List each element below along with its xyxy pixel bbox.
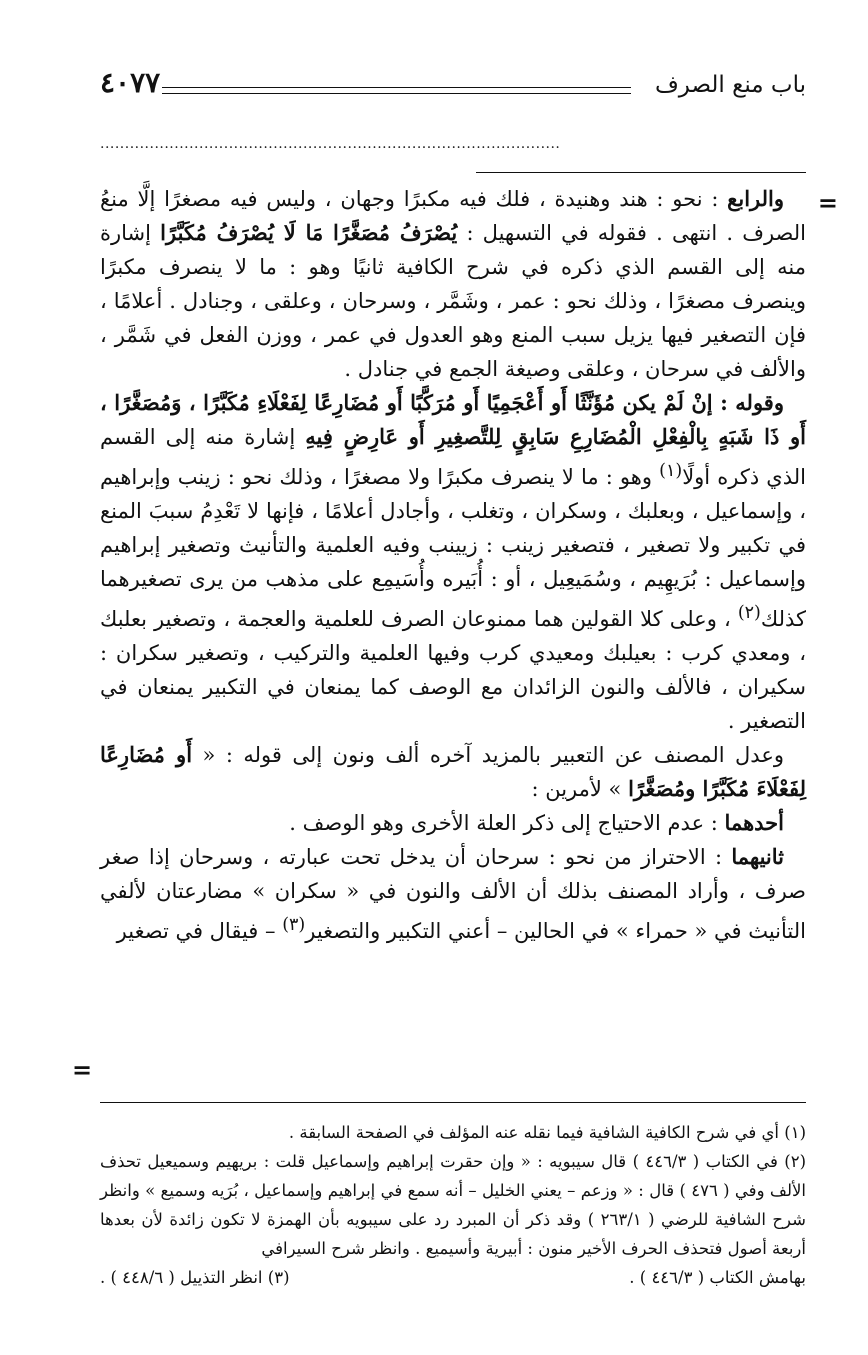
footnote-row	[100, 1263, 806, 1292]
continuation-mark-top: =	[817, 188, 838, 217]
footnote-rule	[100, 1102, 806, 1103]
page-number: ٤٠٧٧	[100, 66, 161, 99]
dotted-separator: .............................................................................................	[100, 136, 561, 152]
section-rule	[476, 172, 806, 173]
main-text	[100, 182, 806, 948]
paragraph-2: وقوله : إنْ لَمْ يكن مُؤَنَّثًا أَو أَعْجَمِيًا أَو مُرَكَّبًا أَو مُضَارِعًا لِفَعْلَاءِ مُكَبَّرًا ، وَمُصَغَّرًا ، أَو ذَا شَبَهٍ بِالْفِعْلِ الْمُضَارِعِ سَابِقٍ لِلتَّصغِيرِ أَو عَارِضٍ فِيهِ إشارة منه إلى القسم الذي ذكره أولًا$^{(١)}$ وهو : ما لا ينصرف مكبرًا ولا مصغرًا ، وذلك نحو : زينب وإبراهيم ، وإسماعيل ، وبعلبك ، وسكران ، وتغلب ، وأجادل أعلامًا ، فإنها لا تَعْدِمُ سببَ المنع في تكبير ولا تصغير ، فتصغير زينب : زيينب وفيه العلمية والتأنيث وتصغير إبراهيم وإسماعيل : بُرَيهِيم ، وسُمَيعِيل ، أو : أُبَيره وأُسَيمِع على مذهب من يرى تصغيرهما كذلك$^{(٢)}$ ، وعلى كلا القولين هما ممنوعان الصرف للعلمية والعجمة ، وتصغير بعلبك ، ومعدي كرب : بعيلبك ومعيدي كرب وفيها العلمية والتركيب ، وتصغير سكران : سكيران ، فالألف والنون الزائدان مع الوصف كما يمنعان في التكبير يمنعان في التصغير .	[100, 390, 807, 733]
quoted-text: وقوله : إنْ لَمْ يكن مُؤَنَّثًا أَو أَعْجَمِيًا أَو مُرَكَّبًا أَو مُضَارِعًا لِفَعْلَاءِ مُكَبَّرًا ، وَمُصَغَّرًا ، أَو ذَا شَبَهٍ بِالْفِعْلِ الْمُضَارِعِ سَابِقٍ لِلتَّصغِيرِ أَو عَارِضٍ فِيهِ	[100, 390, 806, 449]
quoted-text: يُصْرَفُ مُصَغَّرًا مَا لَا يُصْرَفُ مُكَبَّرًا	[160, 220, 458, 245]
paragraph-1: والرابع : نحو : هند وهنيدة ، فلك فيه مكبرًا وجهان ، وليس فيه مصغرًا إلَّا منعُ الصرف . انتهى . فقوله في التسهيل : يُصْرَفُ مُصَغَّرًا مَا لَا يُصْرَفُ مُكَبَّرًا إشارة منه إلى القسم الذي ذكره في شرح الكافية ثانيًا وهو : ما لا ينصرف مكبرًا وينصرف مصغرًا ، وذلك نحو : عمر ، وشَمَّر ، وسرحان ، وعلقى ، وجنادل . أعلامًا ، فإن التصغير فيها يزيل سبب المنع وهو العدول في عمر ، ووزن الفعل في شَمَّر ، والألف في سرحان ، وعلقى وصيغة الجمع في جنادل .	[100, 186, 806, 381]
footnote-2: (٢) في الكتاب ( ٤٤٦/٣ ) قال سيبويه : « وإن حقرت إبراهيم وإسماعيل قلت : بريهيم وسميعيل تحذف الألف وفي ( ٤٧٦ ) قال : « وزعم – يعني الخليل – أنه سمع في إبراهيم وإسماعيل ، بُرَيه وسميع » وانظر شرح الشافية للرضي ( ٢٦٣/١ ) وقد ذكر أن المبرد رد على سيبويه بأن الهمزة لا تكون زائدة لأن بعدها أربعة أصول فتحذف الحرف الأخير منون : أبيرية وأسيميع . وانظر شرح السيرافي	[100, 1152, 807, 1258]
footnote-ref-1: (١)	[659, 461, 683, 481]
paragraph-4: أحدهما : عدم الاحتياج إلى ذكر العلة الأخرى وهو الوصف .	[289, 810, 784, 835]
lead-word: والرابع	[727, 186, 784, 211]
chapter-title: باب منع الصرف	[654, 72, 806, 98]
continuation-mark-bottom: =	[72, 1055, 93, 1084]
lead-word: أحدهما	[724, 810, 784, 835]
header-double-rule	[162, 87, 631, 94]
lead-word: ثانيهما	[731, 844, 784, 869]
footnotes	[100, 1118, 806, 1292]
paragraph-5: ثانيهما : الاحتراز من نحو : سرحان أن يدخل تحت عبارته ، وسرحان إذا صغر صرف ، وأراد المصنف بذلك أن الألف والنون في « سكران » مضارعتان لألفي التأنيث في « حمراء » في الحالين – أعني التكبير والتصغير$^{(٣)}$ – فيقال في تصغير	[100, 844, 806, 943]
quoted-text: أَو مُضَارِعًا لِفَعْلَاءَ مُكَبَّرًا ومُصَغَّرًا	[100, 742, 806, 801]
footnote-2-end: بهامش الكتاب ( ٤٤٦/٣ ) .	[629, 1268, 806, 1287]
page	[100, 0, 806, 1355]
footnote-1: (١) أي في شرح الكافية الشافية فيما نقله عنه المؤلف في الصفحة السابقة .	[288, 1123, 806, 1142]
running-header	[100, 66, 806, 106]
footnote-3: (٣) انظر التذييل ( ٤٤٨/٦ ) .	[100, 1268, 290, 1287]
footnote-ref-3: (٣)	[282, 915, 306, 935]
footnote-ref-2: (٢)	[737, 603, 761, 623]
paragraph-3: وعدل المصنف عن التعبير بالمزيد آخره ألف ونون إلى قوله : « أَو مُضَارِعًا لِفَعْلَاءَ مُكَبَّرًا ومُصَغَّرًا » لأمرين :	[100, 742, 806, 801]
